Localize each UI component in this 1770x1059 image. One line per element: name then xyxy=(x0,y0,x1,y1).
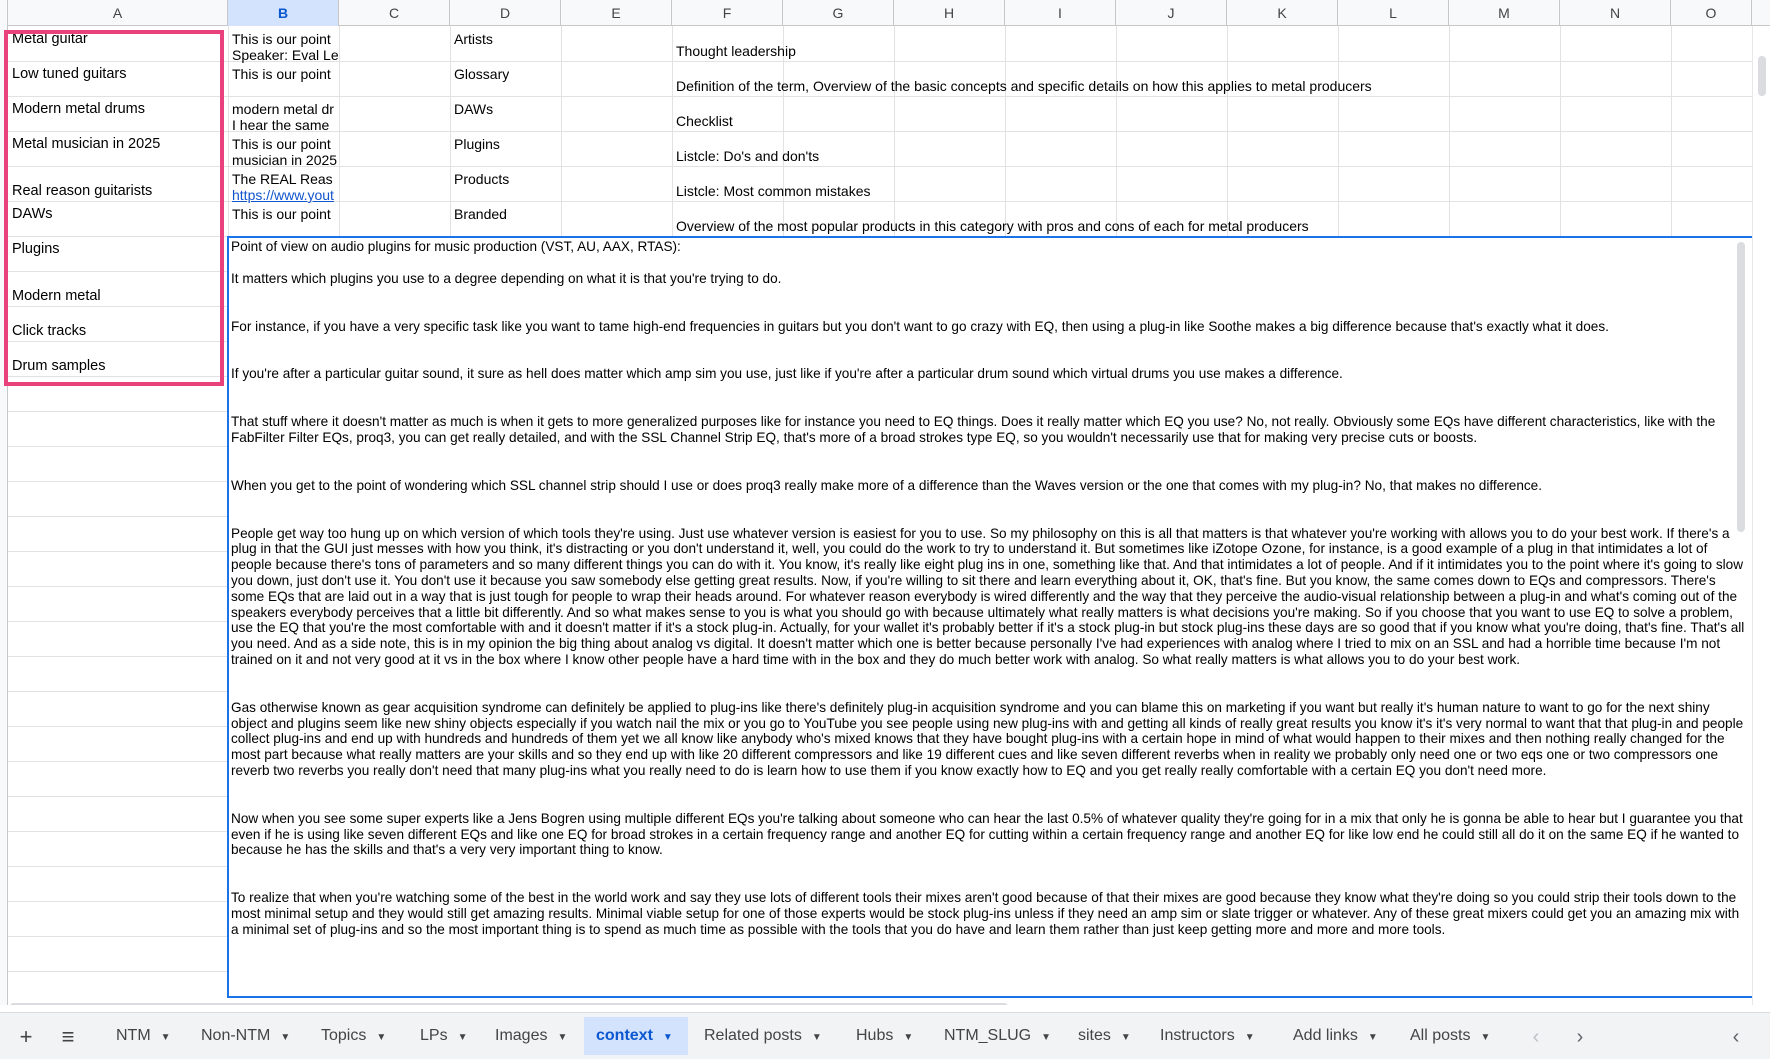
cell-scroll-thumb[interactable] xyxy=(1737,242,1745,532)
horizontal-scroll-thumb[interactable] xyxy=(10,1003,1008,1005)
gridline-horizontal xyxy=(8,376,228,377)
column-header-l[interactable]: L xyxy=(1338,0,1449,26)
cell-d1[interactable]: Artists xyxy=(454,31,493,47)
add-sheet-icon[interactable]: + xyxy=(19,1024,33,1049)
caret-down-icon[interactable]: ▼ xyxy=(376,1032,387,1043)
vertical-scrollbar[interactable] xyxy=(1752,26,1770,1005)
caret-down-icon[interactable]: ▼ xyxy=(1367,1032,1378,1043)
tab-add-links[interactable] xyxy=(1285,1017,1386,1055)
tab-hubs[interactable] xyxy=(848,1017,921,1055)
column-header-h[interactable]: H xyxy=(894,0,1005,26)
caret-down-icon[interactable]: ▼ xyxy=(1120,1032,1131,1043)
caret-down-icon[interactable]: ▼ xyxy=(1480,1032,1491,1043)
cell-f4[interactable]: Listcle: Do's and don'ts xyxy=(676,148,820,164)
caret-down-icon[interactable]: ▼ xyxy=(457,1032,468,1043)
all-sheets-menu-icon[interactable]: ≡ xyxy=(61,1024,75,1049)
gridline-horizontal xyxy=(8,866,228,867)
tab-label: Related posts xyxy=(704,1027,802,1044)
column-header-n[interactable]: N xyxy=(1560,0,1671,26)
column-header-o[interactable]: O xyxy=(1671,0,1752,26)
caret-down-icon[interactable]: ▼ xyxy=(662,1032,673,1043)
column-header-k[interactable]: K xyxy=(1227,0,1338,26)
gridline-horizontal xyxy=(8,446,228,447)
gridline-horizontal xyxy=(8,306,228,307)
cell-a3[interactable]: Modern metal drums xyxy=(12,101,145,117)
cell-b5-line1[interactable]: The REAL Reas xyxy=(232,171,333,187)
column-header-g[interactable]: G xyxy=(783,0,894,26)
tab-label: NTM_SLUG xyxy=(944,1027,1032,1044)
caret-down-icon[interactable]: ▼ xyxy=(811,1032,822,1043)
cell-b4-line2[interactable]: musician in 2025 xyxy=(232,152,338,168)
tab-related-posts[interactable] xyxy=(696,1017,830,1055)
cell-d2[interactable]: Glossary xyxy=(454,66,510,82)
tab-ntm[interactable] xyxy=(108,1017,179,1055)
paragraph: When you get to the point of wondering which SSL channel strip should I use or does proq3 really make more of a difference than the Waves version or the one that comes with my plug-in? No, that makes no difference. xyxy=(231,477,1543,493)
tab-label: Images xyxy=(495,1027,548,1044)
cell-d5[interactable]: Products xyxy=(454,171,510,187)
cell-a7[interactable]: Plugins xyxy=(12,241,60,257)
paragraph: Now when you see some super experts like a Jens Bogren using multiple different EQs you're talking about someone who can hear the last 0.5% of whatever quality they're going for in a mix that only he is gonna be able to hear but I guarantee you that even if he is using like seven different EQs and like one EQ for broad strokes in a certain frequency range and another EQ for cutting within a certain frequency range and another EQ for like low end he could still all do it on the same EQ if he wanted to because he has the skills and that's a very very important thing to know. xyxy=(231,810,1743,858)
paragraph: For instance, if you have a very specific task like you want to tame high-end frequencies in guitars but you don't want to go crazy with EQ, then using a plug-in like Soothe makes a big difference because that's exactly what it does. xyxy=(231,318,1609,334)
cell-b1-line1[interactable]: This is our point xyxy=(232,31,331,47)
tab-label: Non-NTM xyxy=(201,1027,271,1044)
tab-instructors[interactable] xyxy=(1152,1017,1263,1055)
cell-b5-link[interactable]: https://www.yout xyxy=(232,187,334,203)
tab-label: LPs xyxy=(420,1027,448,1044)
cell-b6[interactable]: This is our point xyxy=(232,206,331,222)
tab-all-posts[interactable] xyxy=(1402,1017,1498,1055)
gridline-horizontal xyxy=(8,516,228,517)
tab-label: context xyxy=(596,1027,653,1044)
cell-b7-expanded[interactable] xyxy=(227,237,1753,997)
caret-down-icon[interactable]: ▼ xyxy=(557,1032,568,1043)
tab-label: Topics xyxy=(321,1027,367,1044)
scroll-tabs-right-icon[interactable]: › xyxy=(1576,1026,1584,1048)
column-header-m[interactable]: M xyxy=(1449,0,1560,26)
cell-a9[interactable]: Click tracks xyxy=(12,323,87,339)
cell-b3-line1[interactable]: modern metal dr xyxy=(232,101,334,117)
caret-down-icon[interactable]: ▼ xyxy=(160,1032,171,1043)
paragraph: People get way too hung up on which version of which tools they're using. Just use whatever version is easiest for you to use. So my philosophy on this is all that matters is that whatever you're working with allows you to do your best work. If there's a plug in that the GUI just messes with how you think, it's distracting or you don't understand it, well, you could do the work to try to understand it. But sometimes like iZotope Ozone, for instance, is a good example of a plug in that intimidates a lot of people because there's tons of parameters and so many different things you can do with it. You know, it's really like eight plug ins in one, something like that. And that intimidates a lot of people. And if it intimidates you to the point where it's going to slow you down, just don't use it. You don't use it because you saw somebody else getting great results. Now, if you're willing to sit there and learn everything about it, OK, that's fine. But you know, the same comes down to EQs and compressors. There's some EQs that are laid out in a way that is just tough for people to wrap their heads around. For whatever reason everybody is wired differently and the way that they perceive the audio-visual relationship between a plug-in and what's coming out of the speakers everybody perceives that a little bit differently. And so what makes sense to you is what you should go with because ultimately what really matters is what decisions you're making. So if you choose that you want to use EQ to solve a problem, use the EQ that you're the most comfortable with and it doesn't matter if it's a stock plug-in. Actually, for your wallet it's probably better if it's a stock plug-in but stock plug-ins these days are so good that if you know what you're doing, that's fine. That's all you need. And as a side note, this is in my opinion the big thing about analog vs digital. It doesn't matter which one is better because personally I've had experiences with analog where I tried to mix on an SSL and had a horrible time because I'm not trained on it and not very good at it vs in the box where I know other people have a hard time with in the box and they do much better work with analog. So what really matters is what allows you to do your best work. xyxy=(231,525,1745,667)
cell-a2[interactable]: Low tuned guitars xyxy=(12,66,127,82)
horizontal-scrollbar[interactable] xyxy=(8,1000,1752,1005)
gridline-horizontal xyxy=(8,691,228,692)
gridline-horizontal xyxy=(8,411,228,412)
caret-down-icon[interactable]: ▼ xyxy=(1041,1032,1052,1043)
row-header-gutter[interactable] xyxy=(0,26,8,1005)
paragraph: If you're after a particular guitar sound, it sure as hell does matter which amp sim you use, just like if you're after a particular drum sound which virtual drums you use makes a difference. xyxy=(231,366,1343,382)
paragraph: Gas otherwise known as gear acquisition syndrome can definitely be applied to plug-ins like there's definitely plug-in acquisition syndrome and you can blame this on marketing if you want but really it's human nature to want to go for the next shiny object and plugins seem like new shiny objects especially if you watch nail the mix or you go to YouTube you see people using new plug-ins with and getting all kinds of really great results you know it's it's very normal to want that that plug-in and people collect plug-ins and end up with hundreds and hundreds of them yet we all know like anybody who's mixed knows that they have bought plug-ins with a certain hope in mind of what would happen to their mixes and then nothing really changed for the most part because what really matters are your skills and so they end up with like 20 different compressors and like 19 different cues and like seven different reverbs when in reality we probably only need one or two eqs one or two compressors one reverb two reverbs you really don't need that many plug-ins what you really need to do is learn how to use them if you know exactly how to EQ and you get really really comfortable with a certain EQ you don't need more. xyxy=(231,699,1744,778)
gridline-horizontal xyxy=(8,831,228,832)
tab-topics[interactable] xyxy=(313,1017,394,1055)
cell-b1-line2[interactable]: Speaker: Eval Le xyxy=(232,47,339,63)
caret-down-icon[interactable]: ▼ xyxy=(1244,1032,1255,1043)
cell-f6[interactable]: Overview of the most popular products in this category with pros and cons of each for metal producers xyxy=(676,218,1309,234)
cell-d4[interactable]: Plugins xyxy=(454,136,500,152)
column-header-j[interactable]: J xyxy=(1116,0,1227,26)
gridline-horizontal xyxy=(8,936,228,937)
column-header-c[interactable]: C xyxy=(339,0,450,26)
column-header-a[interactable]: A xyxy=(8,0,228,26)
collapse-sidebar-icon[interactable]: ‹ xyxy=(1732,1026,1740,1048)
select-all-corner[interactable] xyxy=(0,0,8,26)
cell-a8[interactable]: Modern metal xyxy=(12,288,101,304)
tab-label: Instructors xyxy=(1160,1027,1235,1044)
tab-non-ntm[interactable] xyxy=(193,1017,298,1055)
cell-f2[interactable]: Definition of the term, Overview of the basic concepts and specific details on how this applies to metal producers xyxy=(676,78,1372,94)
cell-f5[interactable]: Listcle: Most common mistakes xyxy=(676,183,871,199)
paragraph: Point of view on audio plugins for music production (VST, AU, AAX, RTAS): xyxy=(231,239,681,254)
column-header-i[interactable]: I xyxy=(1005,0,1116,26)
gridline-horizontal xyxy=(8,971,228,972)
tab-label: Hubs xyxy=(856,1027,894,1044)
cell-a10[interactable]: Drum samples xyxy=(12,358,106,374)
column-header-bar xyxy=(0,0,1770,26)
gridline-horizontal xyxy=(8,796,228,797)
tab-label: Add links xyxy=(1293,1027,1358,1044)
vertical-scroll-thumb[interactable] xyxy=(1758,56,1766,96)
caret-down-icon[interactable]: ▼ xyxy=(903,1032,914,1043)
cell-b3-line2[interactable]: I hear the same xyxy=(232,117,330,133)
tab-context[interactable] xyxy=(584,1017,688,1055)
cell-a5[interactable]: Real reason guitarists xyxy=(12,183,153,199)
gridline-horizontal xyxy=(8,96,1752,97)
cell-a6[interactable]: DAWs xyxy=(12,206,53,222)
gridline-horizontal xyxy=(8,901,228,902)
tab-label: All posts xyxy=(1410,1027,1471,1044)
scroll-tabs-left-icon[interactable]: ‹ xyxy=(1532,1026,1540,1048)
gridline-horizontal xyxy=(8,551,228,552)
column-header-f[interactable]: F xyxy=(672,0,783,26)
tab-label: sites xyxy=(1078,1027,1111,1044)
gridline-horizontal xyxy=(8,271,228,272)
gridline-horizontal xyxy=(8,586,228,587)
gridline-horizontal xyxy=(8,761,228,762)
tab-lps[interactable] xyxy=(412,1017,475,1055)
cell-a4[interactable]: Metal musician in 2025 xyxy=(12,136,161,152)
cell-b2[interactable]: This is our point xyxy=(232,66,331,82)
gridline-horizontal xyxy=(8,656,228,657)
tab-ntm-slug[interactable] xyxy=(936,1017,1059,1055)
cell-f3[interactable]: Checklist xyxy=(676,113,733,129)
column-header-e[interactable]: E xyxy=(561,0,672,26)
tab-images[interactable] xyxy=(487,1017,575,1055)
tab-sites[interactable] xyxy=(1070,1017,1139,1055)
gridline-horizontal xyxy=(8,726,228,727)
column-header-d[interactable]: D xyxy=(450,0,561,26)
gridline-horizontal xyxy=(8,341,228,342)
paragraph: That stuff where it doesn't matter as much is when it gets to more generalized purposes like for instance you need to EQ things. Does it really matter which EQ you use? No, not really. Obviously some EQs have different characteristics, like with the FabFilter Filter EQs, proq3, you can get really detailed, and with the SSL Channel Strip EQ, that's more of a broad strokes type EQ, so you wouldn't necessarily use that for making very precise cuts or boosts. xyxy=(231,414,1716,445)
cell-d6[interactable]: Branded xyxy=(454,206,507,222)
gridline-horizontal xyxy=(8,481,228,482)
cell-d3[interactable]: DAWs xyxy=(454,101,494,117)
tab-label: NTM xyxy=(116,1027,151,1044)
cell-f1[interactable]: Thought leadership xyxy=(676,43,796,59)
paragraph: It matters which plugins you use to a degree depending on what it is that you're trying to do. xyxy=(231,270,782,286)
cell-a1[interactable]: Metal guitar xyxy=(12,31,88,47)
paragraph: To realize that when you're watching some of the best in the world work and say they use lots of different tools their mixes aren't good because of that their mixes are good because they know what they're doing so you could strip their tools down to the most minimal setup and they would still get amazing results. Minimal viable setup for one of those experts would be stock plug-ins unless if they need an amp sim or slate trigger or whatever. Any of these great mixers could get you an amazing mix with a minimal set of plug-ins and so the most important thing is to spend as much time as possible with the tools that you do have and learn them rather than just keep getting more and more and more tools. xyxy=(231,890,1740,937)
column-header-b[interactable]: B xyxy=(228,0,339,26)
sheet-tab-bar xyxy=(0,1012,1770,1059)
cell-b4-line1[interactable]: This is our point xyxy=(232,136,331,152)
gridline-horizontal xyxy=(8,621,228,622)
caret-down-icon[interactable]: ▼ xyxy=(280,1032,291,1043)
